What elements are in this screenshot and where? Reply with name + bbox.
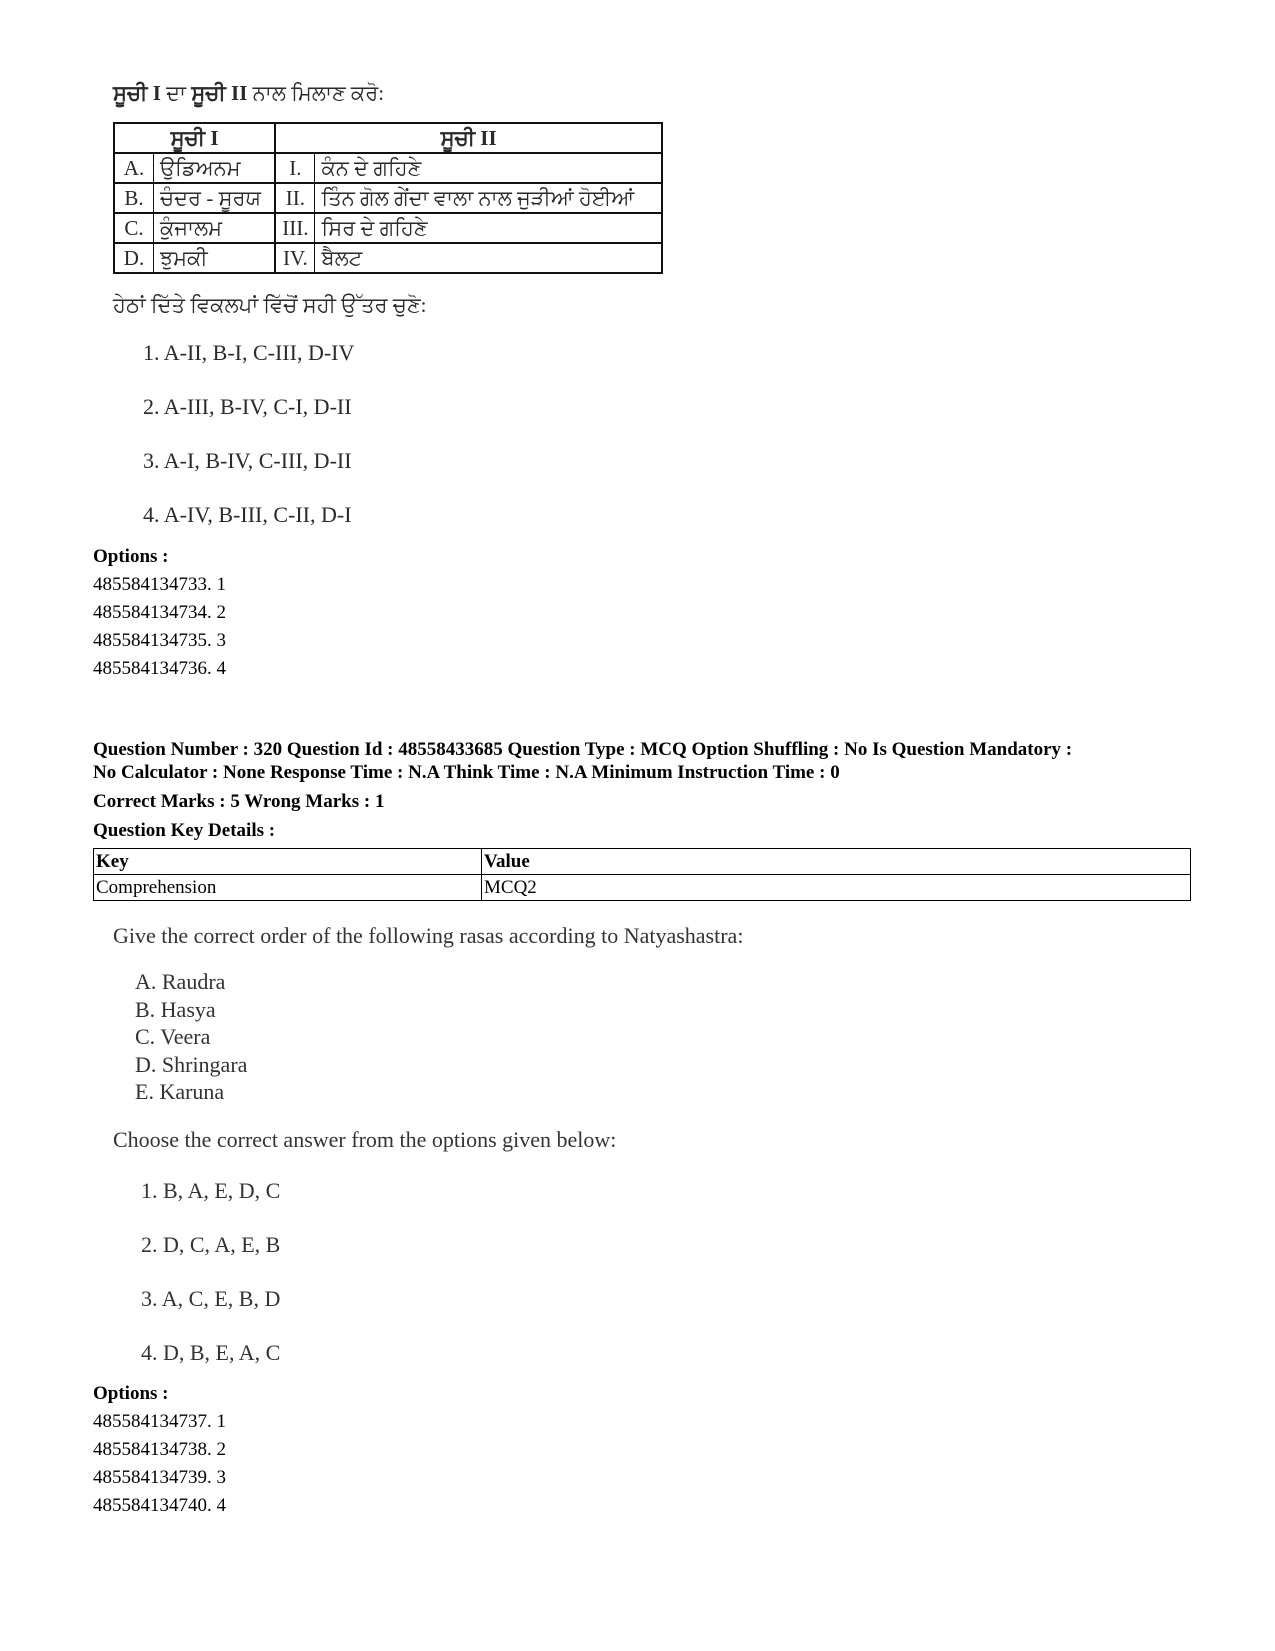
table-row [114, 243, 662, 273]
key-details-table [93, 848, 1191, 901]
question-2-block [113, 920, 1013, 1392]
list-2-label: ਸੂਚੀ II [191, 81, 248, 105]
answer-choice: 4. A-IV, B-III, C-II, D-I [143, 502, 352, 527]
list-1-item: ਕੁੰਜਾਲਮ [154, 213, 276, 243]
table-row [114, 183, 662, 213]
option-id: 485584134738. 2 [93, 1439, 226, 1460]
marks-line: Correct Marks : 5 Wrong Marks : 1 [93, 791, 385, 812]
row-code: D. [114, 243, 154, 273]
option-id: 485584134733. 1 [93, 574, 226, 595]
option-id: 485584134734. 2 [93, 602, 226, 623]
list-2-header: ਸੂਚੀ II [275, 123, 662, 153]
table-row [114, 153, 662, 183]
option-id: 485584134737. 1 [93, 1411, 226, 1432]
key-details-heading: Question Key Details : [93, 820, 276, 841]
options-heading: Options : [93, 546, 169, 567]
match-instruction [113, 78, 673, 108]
answer-choice: 2. D, C, A, E, B [141, 1231, 281, 1257]
list-1-header: ਸੂਚੀ I [114, 123, 275, 153]
answer-choices [113, 1176, 1013, 1392]
match-table [113, 122, 663, 274]
list-1-item: ਉਡਿਅਨਮ [154, 153, 276, 183]
question-meta [93, 738, 1193, 842]
list-1-label: ਸੂਚੀ I [113, 81, 161, 105]
key-column-header: Key [94, 849, 482, 875]
rasa-items [113, 968, 1013, 1106]
table-row [114, 213, 662, 243]
table-row [94, 875, 1191, 901]
q1-options-list [93, 543, 226, 683]
choose-instruction: Choose the correct answer from the options given below: [113, 1126, 617, 1152]
row-code: C. [114, 213, 154, 243]
question-meta-line-1: Question Number : 320 Question Id : 48558433685 Question Type : MCQ Option Shuffling : No Is Question Mandatory : [93, 739, 1073, 760]
option-id: 485584134736. 4 [93, 658, 226, 679]
instruction-connector: ਦਾ [160, 81, 192, 105]
instruction-end: ਨਾਲ ਮਿਲਾਣ ਕਰੋ: [247, 81, 385, 105]
options-heading: Options : [93, 1383, 169, 1404]
answer-choices [113, 338, 673, 554]
option-id: 485584134740. 4 [93, 1495, 226, 1516]
question-stem: Give the correct order of the following rasas according to Natyashastra: [113, 923, 744, 948]
row-numeral: II. [275, 183, 315, 213]
question-1-block [113, 78, 673, 554]
list-1-item: ਚੰਦਰ - ਸੂਰਯ [154, 183, 276, 213]
list-2-item: ਕੰਨ ਦੇ ਗਹਿਣੇ [315, 153, 662, 183]
choose-instruction: ਹੇਠਾਂ ਦਿੱਤੇ ਵਿਕਲਪਾਂ ਵਿੱਚੋਂ ਸਹੀ ਉੱਤਰ ਚੁਣੋ: [113, 293, 427, 317]
value-column-header: Value [482, 849, 1191, 875]
answer-choice: 3. A, C, E, B, D [141, 1285, 281, 1311]
row-code: B. [114, 183, 154, 213]
row-numeral: I. [275, 153, 315, 183]
q2-options-list [93, 1380, 226, 1520]
row-numeral: IV. [275, 243, 315, 273]
row-code: A. [114, 153, 154, 183]
list-item: D. Shringara [135, 1051, 248, 1077]
list-item: B. Hasya [135, 996, 216, 1022]
answer-choice: 3. A-I, B-IV, C-III, D-II [143, 448, 352, 473]
table-row [94, 849, 1191, 875]
list-item: E. Karuna [135, 1079, 225, 1104]
list-item: A. Raudra [135, 969, 226, 994]
answer-choice: 4. D, B, E, A, C [141, 1339, 281, 1365]
list-2-item: ਤਿੰਨ ਗੋਲ ਗੇਂਦਾ ਵਾਲਾ ਨਾਲ ਜੁੜੀਆਂ ਹੋਈਆਂ [315, 183, 662, 213]
list-item: C. Veera [135, 1024, 211, 1049]
list-2-item: ਸਿਰ ਦੇ ਗਹਿਣੇ [315, 213, 662, 243]
match-table-header [114, 123, 662, 153]
list-2-item: ਬੈਲਟ [315, 243, 662, 273]
list-1-item: ਝੁਮਕੀ [154, 243, 276, 273]
answer-choice: 1. B, A, E, D, C [141, 1177, 281, 1203]
question-meta-line-2: No Calculator : None Response Time : N.A Think Time : N.A Minimum Instruction Time : 0 [93, 762, 840, 783]
option-id: 485584134735. 3 [93, 630, 226, 651]
row-numeral: III. [275, 213, 315, 243]
answer-choice: 1. A-II, B-I, C-III, D-IV [143, 340, 355, 365]
value-cell: MCQ2 [482, 875, 1191, 901]
option-id: 485584134739. 3 [93, 1467, 226, 1488]
answer-choice: 2. A-III, B-IV, C-I, D-II [143, 394, 352, 419]
key-cell: Comprehension [94, 875, 482, 901]
